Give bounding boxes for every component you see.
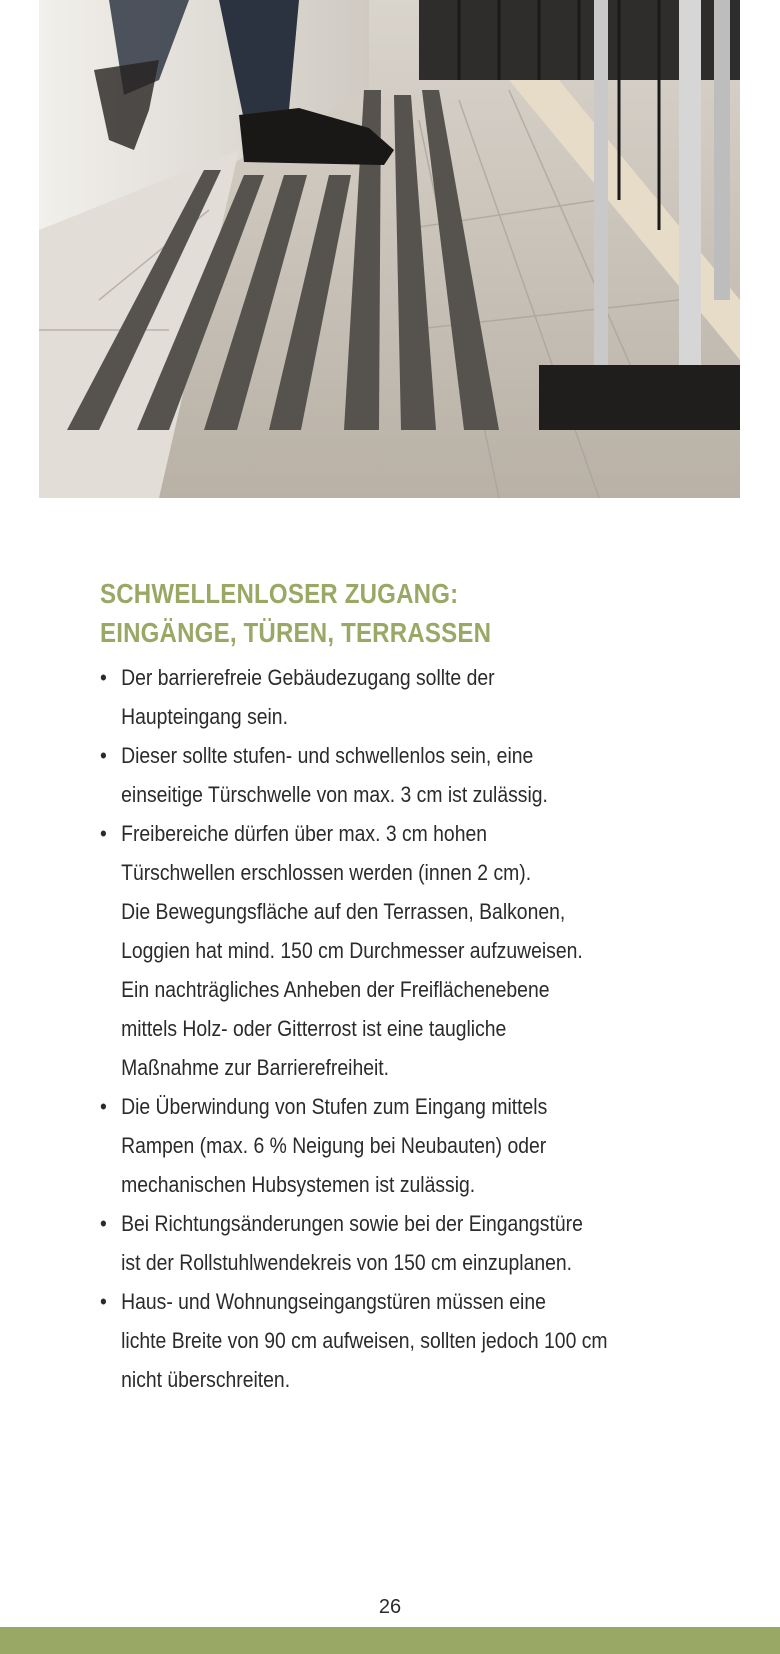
bullet-marker: • (100, 821, 107, 846)
list-item-line: Freibereiche dürfen über max. 3 cm hohen (121, 821, 488, 846)
requirements-list (100, 658, 720, 1399)
list-item-line: Türschwellen erschlossen werden (innen 2 cm). (121, 860, 532, 885)
list-item-line: Dieser sollte stufen- und schwellenlos sein, eine (121, 743, 534, 768)
list-item-line: Die Bewegungsfläche auf den Terrassen, Balkonen, (121, 899, 566, 924)
list-item-line: lichte Breite von 90 cm aufweisen, sollten jedoch 100 cm (121, 1328, 608, 1353)
section-heading-line-2: EINGÄNGE, TÜREN, TERRASSEN (100, 617, 492, 648)
main-content (100, 574, 720, 1399)
photo-entrance-floor (39, 0, 740, 498)
bullet-marker: • (100, 1211, 107, 1236)
list-item-line: Maßnahme zur Barrierefreiheit. (121, 1055, 390, 1080)
list-item-line: mechanischen Hubsystemen ist zulässig. (121, 1172, 476, 1197)
list-item-line: Haus- und Wohnungseingangstüren müssen eine (121, 1289, 546, 1314)
bullet-marker: • (100, 665, 107, 690)
page-number: 26 (378, 1596, 402, 1618)
list-item-line: Bei Richtungsänderungen sowie bei der Eingangstüre (121, 1211, 583, 1236)
list-item-line: Die Überwindung von Stufen zum Eingang mittels (121, 1094, 548, 1119)
footer-band (0, 1627, 780, 1654)
list-item-line: einseitige Türschwelle von max. 3 cm ist zulässig. (121, 782, 548, 807)
section-heading-line-1: SCHWELLENLOSER ZUGANG: (100, 578, 459, 609)
list-item (100, 1282, 702, 1399)
list-item (100, 1087, 702, 1204)
bullet-marker: • (100, 743, 107, 768)
list-item-line: mittels Holz- oder Gitterrost ist eine taugliche (121, 1016, 507, 1041)
bullet-marker: • (100, 1094, 107, 1119)
list-item-line: Haupteingang sein. (121, 704, 288, 729)
list-item (100, 1204, 702, 1282)
list-item-line: Loggien hat mind. 150 cm Durchmesser aufzuweisen. (121, 938, 583, 963)
list-item-line: Ein nachträgliches Anheben der Freiflächenebene (121, 977, 550, 1002)
list-item-line: Rampen (max. 6 % Neigung bei Neubauten) oder (121, 1133, 547, 1158)
list-item-line: Der barrierefreie Gebäudezugang sollte der (121, 665, 495, 690)
list-item (100, 658, 702, 736)
list-item (100, 814, 702, 1087)
list-item-line: nicht überschreiten. (121, 1367, 291, 1392)
bullet-marker: • (100, 1289, 107, 1314)
list-item-line: ist der Rollstuhlwendekreis von 150 cm einzuplanen. (121, 1250, 573, 1275)
list-item (100, 736, 702, 814)
section-heading (100, 574, 633, 652)
